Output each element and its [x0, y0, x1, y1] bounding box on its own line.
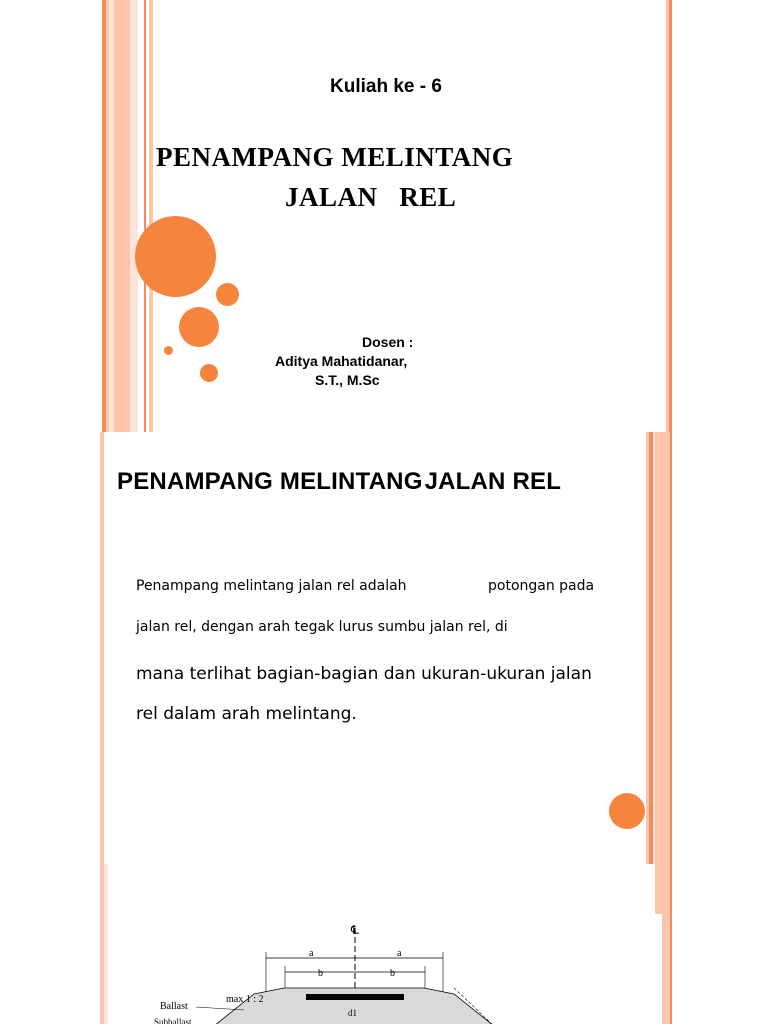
decor-circle	[609, 793, 645, 829]
decor-circle-tiny	[164, 346, 173, 355]
paragraph-line-1a: Penampang melintang jalan rel adalah	[136, 578, 407, 594]
label-slope: max 1 : 2	[226, 994, 264, 1005]
decor-circle-small-2	[200, 364, 218, 382]
heading-part-2: JALAN REL	[424, 468, 562, 495]
dimension-label-a-left: a	[309, 948, 314, 959]
left-stripe-peach	[100, 432, 104, 864]
definition-slide	[100, 432, 672, 864]
heading-part-1: PENAMPANG MELINTANG	[117, 468, 423, 495]
title-slide	[100, 0, 672, 432]
right-stripe-wide	[655, 432, 670, 864]
title-line-1: PENAMPANG MELINTANG	[156, 142, 514, 172]
decor-circle-medium	[179, 307, 219, 347]
dimension-label-a-right: a	[397, 948, 402, 959]
right-stripe-orange	[669, 0, 672, 432]
dimension-label-b-right: b	[390, 968, 395, 979]
right-stripe-orange	[670, 864, 672, 1024]
paragraph-line-2: jalan rel, dengan arah tegak lurus sumbu jalan rel, di	[136, 619, 508, 635]
lecturer-name: Aditya Mahatidanar,	[275, 353, 408, 369]
cross-section-drawing	[114, 914, 662, 1024]
left-stripe-inner	[130, 0, 138, 432]
left-stripe-thin	[144, 0, 146, 432]
lecturer-degree: S.T., M.Sc	[315, 372, 380, 388]
slide-heading	[117, 468, 561, 496]
left-stripe-light	[104, 864, 108, 1024]
sleeper	[306, 994, 404, 1000]
label-subballast: Subballast	[154, 1017, 192, 1024]
left-stripe-edge	[149, 0, 153, 432]
paragraph-line-1b: potongan pada	[488, 578, 595, 594]
dimension-label-b-left: b	[318, 968, 323, 979]
label-ballast: Ballast	[160, 1001, 188, 1012]
decor-circle-small	[216, 283, 239, 306]
decor-circle-large	[135, 216, 216, 297]
centerline-symbol: ℄	[351, 923, 359, 937]
paragraph-line-4: rel dalam arah melintang.	[136, 704, 357, 724]
paragraph-line-3: mana terlihat bagian-bagian dan ukuran-ukuran jalan	[136, 664, 592, 684]
label-d1: d1	[348, 1008, 357, 1018]
title-line-2: JALAN REL	[285, 182, 457, 212]
figure-slide	[100, 864, 672, 1024]
lecturer-label: Dosen :	[362, 334, 414, 350]
left-stripe-wide	[114, 0, 130, 432]
right-stripe-orange-2	[670, 432, 672, 864]
cross-section-figure	[114, 914, 662, 1024]
lecture-number: Kuliah ke - 6	[330, 76, 442, 97]
